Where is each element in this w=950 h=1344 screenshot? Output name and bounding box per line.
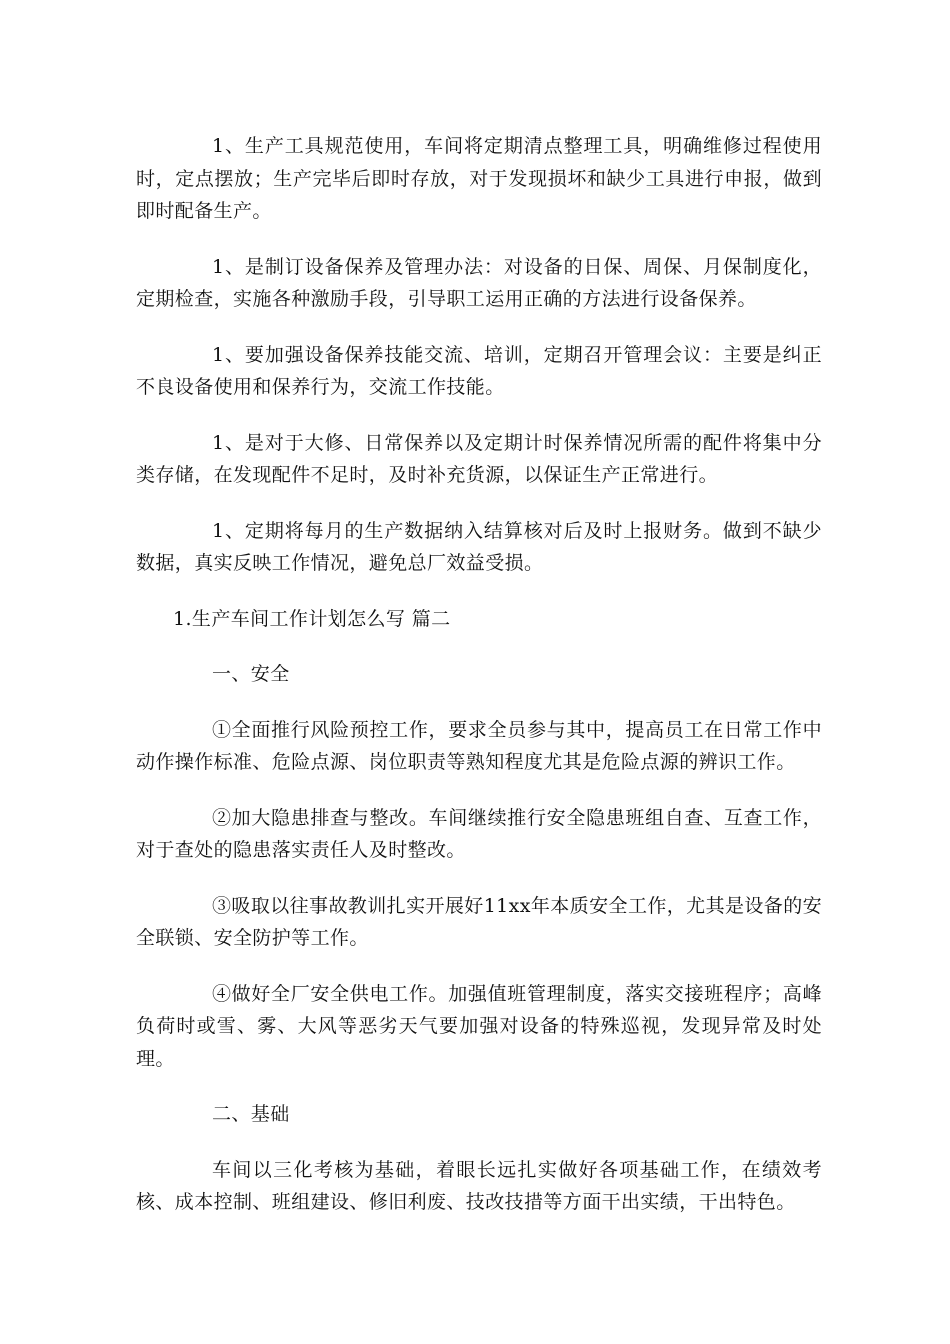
safety-item-hazard-check: ②加大隐患排查与整改。车间继续推行安全隐患班组自查、互查工作，对于查处的隐患落实责任人及时整改。	[136, 806, 822, 861]
safety-item-accident-lessons: ③吸取以往事故教训扎实开展好11xx年本质安全工作，尤其是设备的安全联锁、安全防护等工作。	[136, 894, 822, 949]
paragraph-maintenance-rules: 1、是制订设备保养及管理办法：对设备的日保、周保、月保制度化，定期检查，实施各种激励手段，引导职工运用正确的方法进行设备保养。	[136, 255, 822, 310]
paragraph-production-data: 1、定期将每月的生产数据纳入结算核对后及时上报财务。做到不缺少数据，真实反映工作情况，避免总厂效益受损。	[136, 519, 822, 574]
safety-item-power-supply: ④做好全厂安全供电工作。加强值班管理制度，落实交接班程序；高峰负荷时或雪、雾、大风等恶劣天气要加强对设备的特殊巡视，发现异常及时处理。	[136, 982, 822, 1070]
paragraph-training: 1、要加强设备保养技能交流、培训，定期召开管理会议：主要是纠正不良设备使用和保养行为，交流工作技能。	[136, 343, 822, 398]
foundation-heading: 二、基础	[212, 1103, 290, 1125]
section-title: 1.生产车间工作计划怎么写 篇二	[173, 607, 451, 630]
paragraph-tools: 1、生产工具规范使用，车间将定期清点整理工具，明确维修过程使用时，定点摆放；生产完毕后即时存放，对于发现损坏和缺少工具进行申报，做到即时配备生产。	[136, 135, 822, 222]
foundation-paragraph: 车间以三化考核为基础，着眼长远扎实做好各项基础工作，在绩效考核、成本控制、班组建设、修旧利废、技改技措等方面干出实绩，干出特色。	[136, 1158, 822, 1213]
paragraph-spare-parts: 1、是对于大修、日常保养以及定期计时保养情况所需的配件将集中分类存储，在发现配件不足时，及时补充货源，以保证生产正常进行。	[136, 431, 822, 486]
safety-heading: 一、安全	[212, 663, 290, 685]
document-page	[136, 130, 822, 1242]
safety-item-risk-control: ①全面推行风险预控工作，要求全员参与其中，提高员工在日常工作中动作操作标准、危险点源、岗位职责等熟知程度尤其是危险点源的辨识工作。	[136, 718, 822, 773]
